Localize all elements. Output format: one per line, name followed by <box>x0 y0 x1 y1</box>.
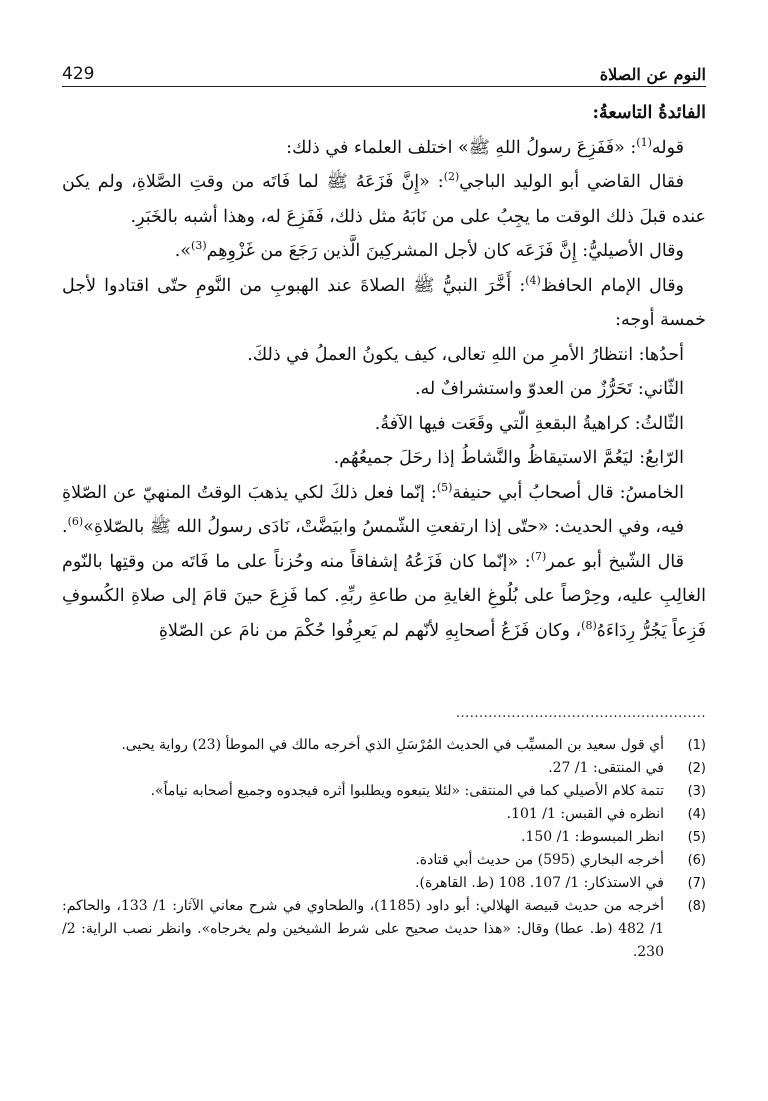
paragraph-1 <box>62 131 706 166</box>
footnote-4 <box>62 803 706 826</box>
list-item-4: الرّابعُ: ليَعُمَّ الاستيقاظُ والنَّشاطُ إذا رحَلَ جميعُهُم. <box>333 448 684 468</box>
footnote-text: انظره في القبس: 1/ 101. <box>506 806 664 822</box>
footnote-number: (6) <box>687 853 706 868</box>
footnote-7 <box>62 872 706 895</box>
paragraph-3-text-b: ». <box>174 241 192 261</box>
footnote-number: (3) <box>687 784 706 799</box>
footnote-text: في المنتقى: 1/ 27. <box>548 760 664 776</box>
footnote-ref-4[interactable]: (4) <box>525 273 541 287</box>
footnote-number: (7) <box>687 876 706 891</box>
footnotes <box>62 734 706 964</box>
footnote-3 <box>62 780 706 803</box>
footnote-ref-5[interactable]: (5) <box>436 480 453 494</box>
paragraph-4-text-a: وقال الإمام الحافظ <box>540 275 685 296</box>
footnote-text: أخرجه من حديث قبيصة الهلالي: أبو داود (1185)، والطحاوي في شرح معاني الآثار: 1/ 133، والحاكم: 1/ 482 (ط. عطا) وقال: «هذا حديث صحيح على شرط الشيخين ولم يخرجاه». وانظر نصب الراية: 2/ 230. <box>62 898 665 960</box>
paragraph-6-text-c: ، وكان فَزَعُ أصحابِهِ لأنّهم لم يَعرِفُوا حُكْمَ من نامَ عن الصّلاةِ <box>158 620 582 641</box>
list-item-3: الثّالثُ: كراهيةُ البقعةِ الّتي وقَعَت فيها الآفةُ. <box>374 413 684 434</box>
paragraph-6 <box>62 545 706 649</box>
footnote-8 <box>62 895 706 964</box>
paragraph-4-text-b: : أَخَّرَ النبيُّ ﷺ الصلاةَ عند الهبوبِ من النَّومِ حتّى اقتادوا لأجل خمسة أوجه: <box>62 275 706 330</box>
footnote-text: أخرجه البخاري (595) من حديث أبي قتادة. <box>415 852 664 868</box>
paragraph-5 <box>62 476 706 545</box>
paragraph-1-text-a: قوله <box>651 137 684 158</box>
footnote-1 <box>62 734 706 757</box>
paragraph-2-text-a: فقال القاضي أبو الوليد الباجي <box>459 172 685 192</box>
paragraph-6-text-a: قال الشّيخ أبو عمر <box>546 551 684 572</box>
section-heading: الفائدةُ التاسعةُ: <box>592 103 706 123</box>
paragraph-5-text-c: . <box>61 517 68 537</box>
footnote-number: (2) <box>687 761 706 776</box>
paragraph-2-text-b: : «إِنَّ فَزَعَهُ ﷺ لما فَاتَه من وقتِ الصَّلاةِ، ولم يكن عنده قبلَ ذلك الوقت ما يجِبُ على من نَابَهُ مثل ذلك، فَفَزِعَ له، وهذا أشبه بالخَبَرِ. <box>62 172 706 227</box>
footnote-separator: ...................................................... <box>455 706 706 721</box>
paragraph-6-text-b: : «إنّما كان فَزَعُهُ إشفاقاً منه وحُزناً على ما فَاتَه من وقتِها بالنّوم الغالِبِ عليه، وحِرْصاً على بُلُوغِ الغايةِ من طاعةِ ربِّهِ. كما فَزِعَ حينَ قامَ إلى صلاةِ الكُسوفِ فَزِعاً يَجُرُّ رِدَاءَهُ <box>62 551 706 641</box>
footnote-number: (1) <box>687 738 706 753</box>
main-text <box>62 96 706 648</box>
page-number: 429 <box>62 64 95 84</box>
paragraph-1-text-b: : «فَفَزِعَ رسولُ اللهِ ﷺ» اختلف العلماء في ذلك: <box>286 137 637 158</box>
header-rule <box>62 86 706 87</box>
page-header <box>62 58 706 84</box>
footnote-text: انظر المبسوط: 1/ 150. <box>520 829 664 845</box>
footnote-2 <box>62 757 706 780</box>
footnote-number: (5) <box>687 830 706 845</box>
footnote-text: تتمة كلام الأصيلي كما في المنتقى: «لئلا يتبعوه ويطلبوا أثره فيجدوه وجميع أصحابه نياماً». <box>150 783 664 799</box>
paragraph-2 <box>62 165 706 234</box>
paragraph-3 <box>62 234 706 269</box>
footnote-number: (4) <box>687 807 706 822</box>
list-item-2: الثّاني: تَحَرُّزٌ من العدوّ واستشرافٌ له. <box>414 379 684 399</box>
footnote-ref-7[interactable]: (7) <box>530 549 547 563</box>
footnote-number: (8) <box>687 899 706 914</box>
footnote-ref-3[interactable]: (3) <box>191 239 207 253</box>
footnote-5 <box>62 826 706 849</box>
footnote-6 <box>62 849 706 872</box>
footnote-text: أي قول سعيد بن المسيِّب في الحديث المُرْسَلِ الذي أخرجه مالك في الموطأ (23) رواية يحيى. <box>121 737 664 753</box>
footnote-ref-1[interactable]: (1) <box>636 135 652 149</box>
footnote-ref-8[interactable]: (8) <box>581 618 597 632</box>
paragraph-4 <box>62 269 706 338</box>
footnote-text: في الاستذكار: 1/ 107. 108 (ط. القاهرة). <box>415 875 664 891</box>
paragraph-3-text-a: وقال الأصيليُّ: إِنَّ فَزَعَه كان لأجل المشركِينَ الَّذين رَجَعَ من غَزْوِهِم <box>206 241 684 261</box>
running-title: النوم عن الصلاة <box>599 65 706 84</box>
footnote-ref-2[interactable]: (2) <box>443 170 460 184</box>
paragraph-5-text-b: : إنّما فعل ذلكَ لكي يذهبَ الوقتُ المنهيّ عن الصّلاةِ فيه، وفي الحديث: «حتّى إذا ارتفعتِ الشّمسُ وابيَضَّتْ، نَادَى رسولُ الله ﷺ بالصّلاةِ» <box>62 482 684 537</box>
footnote-ref-6[interactable]: (6) <box>67 515 84 529</box>
list-item-1: أحدُها: انتظارُ الأمرِ من اللهِ تعالى، كيف يكونُ العملُ في ذلكَ. <box>247 344 684 365</box>
paragraph-5-text-a: الخامسُ: قال أصحابُ أبي حنيفة <box>452 482 684 503</box>
